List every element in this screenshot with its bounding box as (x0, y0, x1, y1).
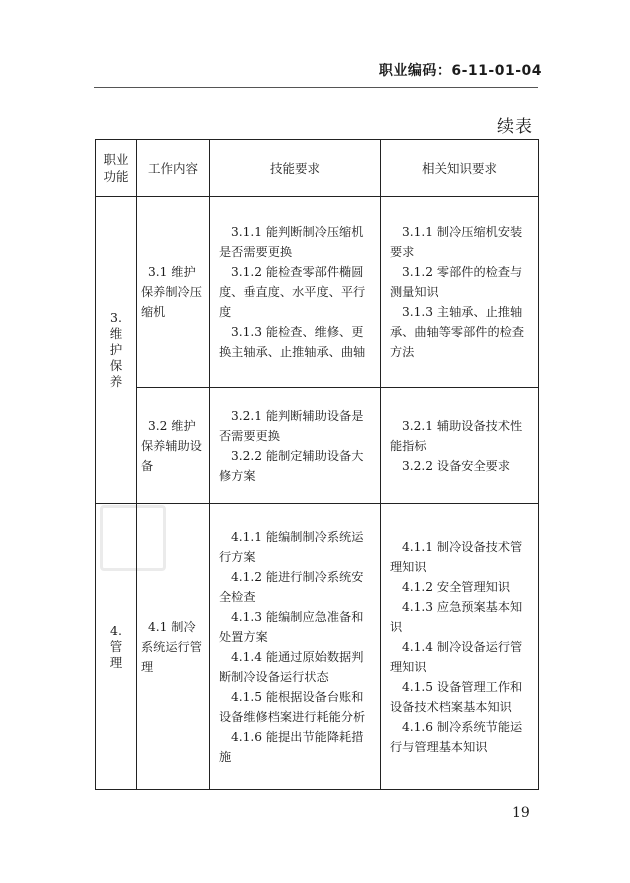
skill-requirements-cell: 3.1.1 能判断制冷压缩机是否需要更换 3.1.2 能检查零部件椭圆度、垂直度、水平度、平行度 3.1.3 能检查、维修、更换主轴承、止推轴承、曲轴 (210, 197, 381, 388)
knowledge-requirements-cell: 3.2.1 辅助设备技术性能指标 3.2.2 设备安全要求 (381, 388, 539, 504)
knowledge-requirements-cell: 4.1.1 制冷设备技术管理知识 4.1.2 安全管理知识 4.1.3 应急预案基本知识 4.1.4 制冷设备运行管理知识 4.1.5 设备管理工作和设备技术档案基本知识 4.1.6 制冷系统节能运行与管理基本知识 (381, 504, 539, 790)
table-header-row (96, 140, 539, 197)
work-content-cell: 3.2 维护 保养辅助设 备 (137, 388, 210, 504)
skill-requirements-cell: 3.2.1 能判断辅助设备是否需要更换 3.2.2 能制定辅助设备大修方案 (210, 388, 381, 504)
skill-requirements-cell: 4.1.1 能编制制冷系统运行方案 4.1.2 能进行制冷系统安全检查 4.1.3 能编制应急准备和处置方案 4.1.4 能通过原始数据判断制冷设备运行状态 4.1.5 能根据设备台账和设备维修档案进行耗能分析 4.1.6 能提出节能降耗措施 (210, 504, 381, 790)
function-cell-maintenance: 3. 维 护 保 养 (96, 197, 137, 504)
occupation-code: 职业编码：6-11-01-04 (378, 63, 542, 79)
col-header-knowledge: 相关知识要求 (381, 140, 539, 197)
table-row (96, 388, 539, 504)
skills-table (95, 139, 539, 790)
work-content-cell: 4.1 制冷 系统运行管理 (137, 504, 210, 790)
header-rule (94, 87, 538, 88)
table-row (96, 197, 539, 388)
continued-label: 续表 (497, 117, 533, 137)
col-header-skills: 技能要求 (210, 140, 381, 197)
knowledge-requirements-cell: 3.1.1 制冷压缩机安装要求 3.1.2 零部件的检查与测量知识 3.1.3 主轴承、止推轴承、曲轴等零部件的检查方法 (381, 197, 539, 388)
col-header-function: 职业 功能 (96, 140, 137, 197)
work-content-cell: 3.1 维护 保养制冷压 缩机 (137, 197, 210, 388)
function-cell-management: 4. 管 理 (96, 504, 137, 790)
col-header-work: 工作内容 (137, 140, 210, 197)
table-row (96, 504, 539, 790)
page-number: 19 (512, 805, 530, 821)
